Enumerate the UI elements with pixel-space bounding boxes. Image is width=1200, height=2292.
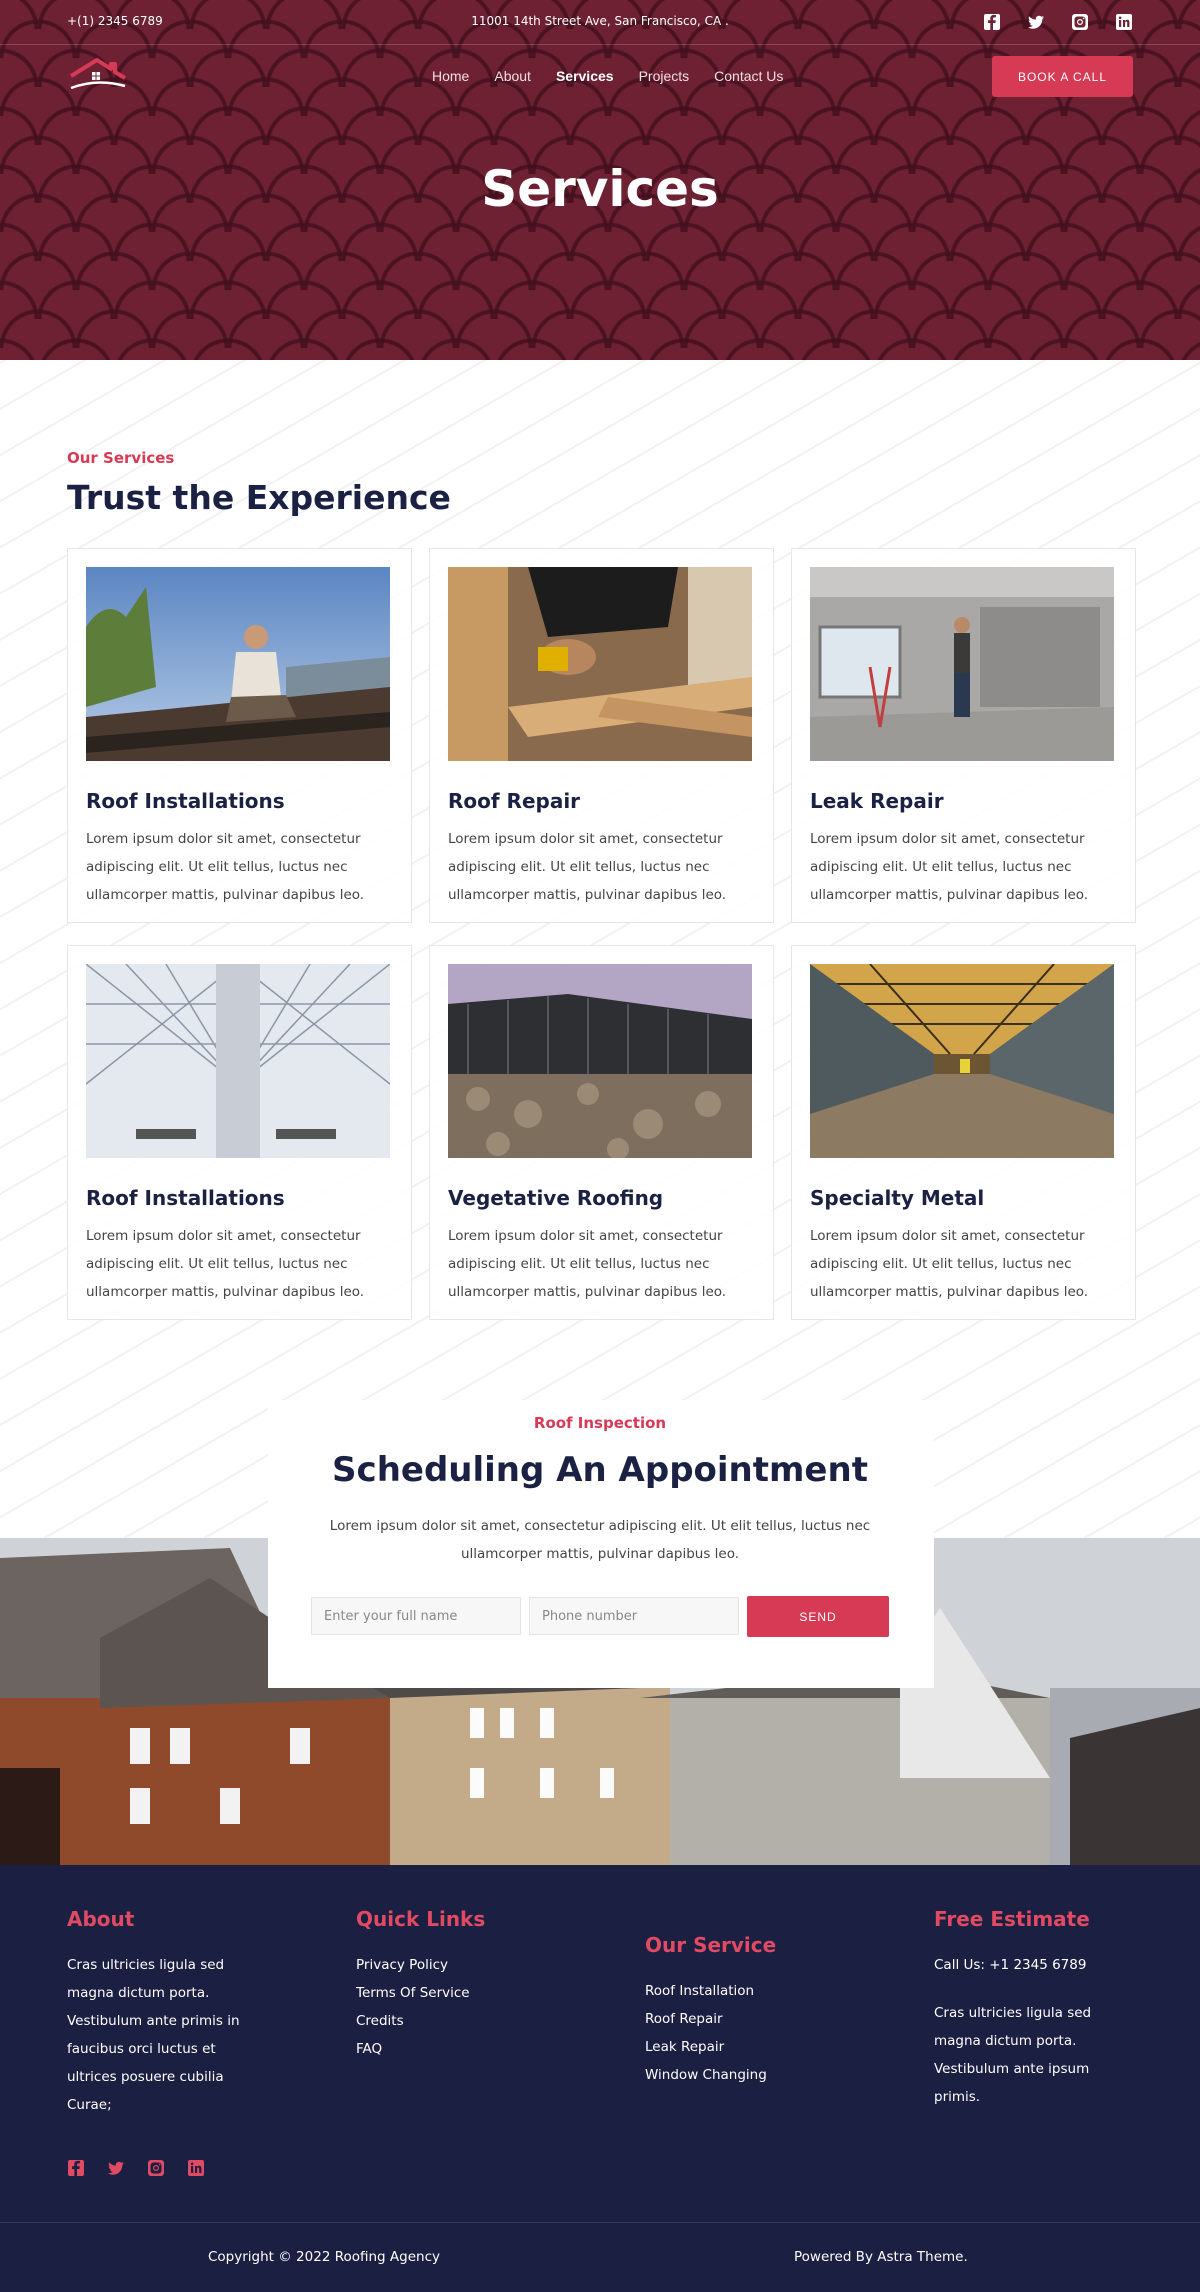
- service-card-text: Lorem ipsum dolor sit amet, consectetur adipiscing elit. Ut elit tellus, luctus nec ullamcorper mattis, pulvinar dapibus leo.: [448, 1228, 727, 1300]
- nav-contact[interactable]: Contact Us: [714, 68, 784, 84]
- topbar-phone[interactable]: +(1) 2345 6789: [67, 14, 163, 28]
- send-button[interactable]: SEND: [747, 1596, 889, 1637]
- nav-home[interactable]: Home: [432, 68, 470, 84]
- book-call-button[interactable]: BOOK A CALL: [992, 56, 1133, 97]
- phone-number-input[interactable]: Phone number: [529, 1597, 739, 1635]
- tile-roof-photo: [448, 964, 752, 1158]
- topbar-address: 11001 14th Street Ave, San Francisco, CA .: [471, 14, 729, 28]
- service-card-title: Roof Installations: [86, 789, 285, 813]
- footer-estimate-text: Cras ultricies ligula sed magna dictum porta. Vestibulum ante ipsum primis.: [934, 2005, 1092, 2105]
- service-card[interactable]: [429, 945, 774, 1320]
- facebook-icon[interactable]: [983, 13, 1001, 31]
- service-card-text: Lorem ipsum dolor sit amet, consectetur adipiscing elit. Ut elit tellus, luctus nec ullamcorper mattis, pulvinar dapibus leo.: [810, 1228, 1089, 1300]
- service-card[interactable]: [791, 945, 1136, 1320]
- footer-about: [67, 1907, 267, 2119]
- footer-our-service: [645, 1933, 845, 2089]
- footer-link-faq[interactable]: FAQ: [356, 2041, 383, 2057]
- nav-about[interactable]: About: [494, 68, 531, 84]
- warehouse-photo: [810, 964, 1114, 1158]
- main-nav: [0, 46, 1200, 106]
- service-card-title: Leak Repair: [810, 789, 944, 813]
- service-card-title: Specialty Metal: [810, 1186, 985, 1210]
- footer-divider: [0, 2222, 1200, 2223]
- footer-call[interactable]: Call Us: +1 2345 6789: [934, 1957, 1087, 1973]
- logo-icon[interactable]: [67, 56, 131, 94]
- footer-service-roof-installation[interactable]: Roof Installation: [645, 1983, 755, 1999]
- instagram-icon[interactable]: [1071, 13, 1089, 31]
- footer-estimate-title: Free Estimate: [934, 1907, 1090, 1931]
- twitter-icon[interactable]: [107, 2159, 125, 2177]
- footer-free-estimate: [934, 1907, 1134, 2111]
- instagram-icon[interactable]: [147, 2159, 165, 2177]
- service-card-text: Lorem ipsum dolor sit amet, consectetur adipiscing elit. Ut elit tellus, luctus nec ullamcorper mattis, pulvinar dapibus leo.: [448, 831, 727, 903]
- service-card-text: Lorem ipsum dolor sit amet, consectetur adipiscing elit. Ut elit tellus, luctus nec ullamcorper mattis, pulvinar dapibus leo.: [810, 831, 1089, 903]
- footer-about-title: About: [67, 1907, 135, 1931]
- nav-projects[interactable]: Projects: [638, 68, 690, 84]
- nav-services[interactable]: Services: [555, 68, 614, 84]
- footer-link-privacy[interactable]: Privacy Policy: [356, 1957, 449, 1973]
- footer-about-text: Cras ultricies ligula sed magna dictum porta. Vestibulum ante primis in faucibus orci luctus et ultrices posuere cubilia Curae;: [67, 1957, 240, 2113]
- page-title: Services: [481, 160, 719, 218]
- service-card-text: Lorem ipsum dolor sit amet, consectetur adipiscing elit. Ut elit tellus, luctus nec ullamcorper mattis, pulvinar dapibus leo.: [86, 831, 365, 903]
- topbar-social: [983, 13, 1133, 31]
- services-label: Our Services: [67, 449, 175, 467]
- nav-menu: [432, 68, 808, 84]
- service-card-title: Roof Repair: [448, 789, 581, 813]
- appointment-label: Roof Inspection: [533, 1414, 667, 1432]
- hero-banner: [0, 0, 1200, 360]
- service-card-title: Vegetative Roofing: [448, 1186, 664, 1210]
- full-name-input[interactable]: Enter your full name: [311, 1597, 521, 1635]
- service-card[interactable]: [791, 548, 1136, 923]
- facebook-icon[interactable]: [67, 2159, 85, 2177]
- twitter-icon[interactable]: [1027, 13, 1045, 31]
- footer-our-service-title: Our Service: [645, 1933, 777, 1957]
- service-card[interactable]: [67, 548, 412, 923]
- powered-by-text[interactable]: Powered By Astra Theme.: [794, 2249, 968, 2265]
- linkedin-icon[interactable]: [1115, 13, 1133, 31]
- footer-social: [67, 2159, 205, 2177]
- appointment-title: Scheduling An Appointment: [332, 1450, 868, 1490]
- steel-roof-photo: [86, 964, 390, 1158]
- footer-service-roof-repair[interactable]: Roof Repair: [645, 2011, 723, 2027]
- service-card[interactable]: [429, 548, 774, 923]
- footer-service-leak-repair[interactable]: Leak Repair: [645, 2039, 725, 2055]
- plasterer-photo: [810, 567, 1114, 761]
- footer-service-window-changing[interactable]: Window Changing: [645, 2067, 767, 2083]
- copyright-text: Copyright © 2022 Roofing Agency: [208, 2249, 440, 2265]
- carpenter-photo: [448, 567, 752, 761]
- appointment-text: Lorem ipsum dolor sit amet, consectetur adipiscing elit. Ut elit tellus, luctus nec ullamcorper mattis, pulvinar dapibus leo.: [329, 1518, 871, 1562]
- footer-link-terms[interactable]: Terms Of Service: [356, 1985, 470, 2001]
- top-bar: [0, 0, 1200, 45]
- footer-quick-links: [356, 1907, 556, 2063]
- service-card-title: Roof Installations: [86, 1186, 285, 1210]
- linkedin-icon[interactable]: [187, 2159, 205, 2177]
- services-title: Trust the Experience: [67, 478, 451, 517]
- footer-link-credits[interactable]: Credits: [356, 2013, 404, 2029]
- service-card[interactable]: [67, 945, 412, 1320]
- service-card-text: Lorem ipsum dolor sit amet, consectetur adipiscing elit. Ut elit tellus, luctus nec ullamcorper mattis, pulvinar dapibus leo.: [86, 1228, 365, 1300]
- roofer-photo: [86, 567, 390, 761]
- footer-quick-links-title: Quick Links: [356, 1907, 486, 1931]
